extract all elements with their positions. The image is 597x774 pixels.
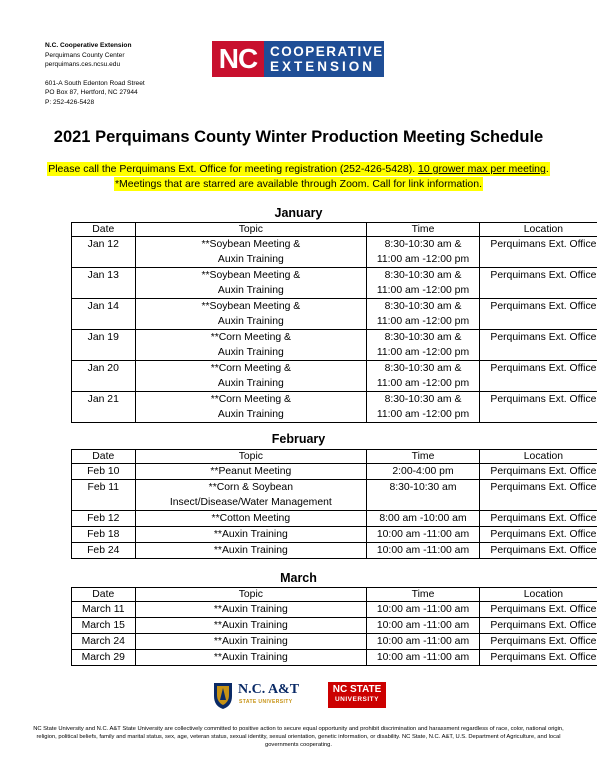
cell-topic: **Peanut Meeting: [135, 464, 367, 480]
cell-location: Perquimans Ext. Office: [479, 299, 597, 330]
cell-date: Feb 18: [72, 527, 136, 543]
cell-date: Jan 19: [72, 330, 136, 361]
topic-line: **Soybean Meeting &: [201, 301, 301, 312]
topic-line: Auxin Training: [217, 347, 284, 358]
cell-topic: [135, 330, 367, 361]
cell-time: [367, 299, 480, 330]
time-line: 8:30-10:30 am &: [384, 332, 462, 343]
schedule-table-march: [71, 587, 597, 666]
time-line: 8:30-10:30 am &: [384, 239, 462, 250]
table-row: [72, 361, 597, 392]
cell-topic: [135, 392, 367, 423]
time-line: 11:00 am -12:00 pm: [376, 378, 470, 389]
cell-topic: **Cotton Meeting: [135, 511, 367, 527]
topic-line: Auxin Training: [217, 409, 284, 420]
table-row: [72, 330, 597, 361]
grower-max-note: 10 grower max per meeting: [418, 163, 546, 175]
table-row: [72, 268, 597, 299]
ncstate-logo: [328, 682, 386, 708]
topic-line: **Corn Meeting &: [210, 332, 291, 343]
logo-nc-text: NC: [218, 43, 258, 74]
time-line: 11:00 am -12:00 pm: [376, 409, 470, 420]
table-header-row: [72, 450, 597, 464]
cell-time: 10:00 am -11:00 am: [367, 650, 480, 666]
ncat-subtitle: STATE UNIVERSITY: [239, 699, 293, 705]
org-website: perquimans.ces.ncsu.edu: [45, 61, 121, 69]
cell-location: Perquimans Ext. Office: [479, 527, 597, 543]
registration-note: [0, 163, 597, 175]
topic-line: Auxin Training: [217, 378, 284, 389]
cell-date: Feb 11: [72, 480, 136, 511]
table-header-row: [72, 223, 597, 237]
table-row: [72, 480, 597, 511]
cell-date: Jan 12: [72, 237, 136, 268]
cell-time: 10:00 am -11:00 am: [367, 527, 480, 543]
table-row: [72, 650, 597, 666]
cell-date: Jan 21: [72, 392, 136, 423]
header-time: Time: [367, 450, 480, 464]
table-row: [72, 527, 597, 543]
cell-topic: [135, 299, 367, 330]
cell-time: [367, 237, 480, 268]
cell-topic: **Auxin Training: [135, 650, 367, 666]
nc-cooperative-extension-logo: [212, 41, 384, 77]
time-line: 11:00 am -12:00 pm: [376, 285, 470, 296]
schedule-table-february: [71, 449, 597, 559]
table-row: [72, 543, 597, 559]
topic-line: **Corn Meeting &: [210, 363, 291, 374]
cell-date: March 29: [72, 650, 136, 666]
logo-line2: EXTENSION: [270, 59, 376, 74]
cell-time: 2:00-4:00 pm: [367, 464, 480, 480]
table-header-row: [72, 588, 597, 602]
org-phone: P: 252-426-5428: [45, 98, 95, 106]
cell-time: 10:00 am -11:00 am: [367, 602, 480, 618]
nondiscrimination-statement: NC State University and N.C. A&T State University are collectively committed to positive action to secure equal opportunity and prohibit discrimination and harassment regardless of race, color, national origin, religion, political beliefs, family and marital status, sex, age, veteran status, sexual identity, sexual orientation, genetic information, or disability. NC State, N.C. A&T, U.S. Department of Agriculture, and local governments cooperating.: [33, 726, 564, 748]
cell-time: 10:00 am -11:00 am: [367, 634, 480, 650]
topic-line: **Soybean Meeting &: [201, 239, 301, 250]
header-date: Date: [72, 588, 136, 602]
org-name: N.C. Cooperative Extension: [45, 42, 132, 49]
cell-location: Perquimans Ext. Office: [479, 634, 597, 650]
table-row: [72, 511, 597, 527]
cell-date: Jan 13: [72, 268, 136, 299]
ncat-logo: [212, 680, 304, 710]
time-line: 11:00 am -12:00 pm: [376, 254, 470, 265]
time-line: 8:30-10:30 am &: [384, 394, 462, 405]
topic-line: Insect/Disease/Water Management: [169, 497, 332, 508]
cell-date: March 11: [72, 602, 136, 618]
logo-line1: COOPERATIVE: [270, 44, 384, 59]
topic-line: Auxin Training: [217, 316, 284, 327]
cell-topic: [135, 268, 367, 299]
table-row: [72, 464, 597, 480]
zoom-note-text: *Meetings that are starred are available through Zoom. Call for link information.: [114, 178, 483, 190]
registration-note-text: Please call the Perquimans Ext. Office for meeting registration (252-426-5428).: [48, 163, 419, 175]
time-line: 8:30-10:30 am &: [384, 270, 462, 281]
page-title: 2021 Perquimans County Winter Production Meeting Schedule: [53, 128, 544, 146]
cell-time: [367, 268, 480, 299]
time-line: 11:00 am -12:00 pm: [376, 316, 470, 327]
table-row: [72, 299, 597, 330]
org-street: 601-A South Edenton Road Street: [45, 79, 145, 87]
table-row: [72, 237, 597, 268]
header-location: Location: [479, 588, 597, 602]
topic-line: **Corn Meeting &: [210, 394, 291, 405]
topic-line: **Soybean Meeting &: [201, 270, 301, 281]
cell-topic: [135, 480, 367, 511]
cell-topic: **Auxin Training: [135, 634, 367, 650]
cell-location: Perquimans Ext. Office: [479, 330, 597, 361]
header-location: Location: [479, 223, 597, 237]
org-center: Perquimans County Center: [45, 51, 125, 59]
table-row: [72, 634, 597, 650]
cell-date: Jan 20: [72, 361, 136, 392]
cell-time: [367, 392, 480, 423]
office-address: [45, 41, 145, 108]
cell-location: Perquimans Ext. Office: [479, 268, 597, 299]
ncat-emblem-icon: [212, 680, 234, 710]
cell-time: 8:00 am -10:00 am: [367, 511, 480, 527]
cell-date: Feb 24: [72, 543, 136, 559]
cell-time: 8:30-10:30 am: [367, 480, 480, 511]
ncstate-name: NC STATE: [332, 684, 382, 695]
cell-date: March 24: [72, 634, 136, 650]
cell-location: Perquimans Ext. Office: [479, 392, 597, 423]
cell-time: 10:00 am -11:00 am: [367, 543, 480, 559]
cell-location: Perquimans Ext. Office: [479, 511, 597, 527]
month-heading-march: March: [280, 571, 317, 585]
schedule-table-january: [71, 222, 597, 423]
cell-location: Perquimans Ext. Office: [479, 361, 597, 392]
cell-time: [367, 330, 480, 361]
header-topic: Topic: [135, 450, 367, 464]
cell-topic: **Auxin Training: [135, 527, 367, 543]
cell-date: Feb 12: [72, 511, 136, 527]
cell-location: Perquimans Ext. Office: [479, 602, 597, 618]
cell-time: 10:00 am -11:00 am: [367, 618, 480, 634]
org-pobox: PO Box 87, Hertford, NC 27944: [45, 89, 138, 97]
ncat-name: N.C. A&T: [238, 682, 300, 697]
month-heading-january: January: [274, 206, 323, 220]
header-time: Time: [367, 588, 480, 602]
header-date: Date: [72, 223, 136, 237]
topic-line: Auxin Training: [217, 254, 284, 265]
cell-date: Feb 10: [72, 464, 136, 480]
cell-date: March 15: [72, 618, 136, 634]
zoom-note: [0, 178, 597, 190]
time-line: 8:30-10:30 am &: [384, 363, 462, 374]
header-topic: Topic: [135, 588, 367, 602]
cell-location: Perquimans Ext. Office: [479, 650, 597, 666]
cell-topic: [135, 361, 367, 392]
ncstate-subtitle: UNIVERSITY: [334, 696, 379, 703]
table-row: [72, 618, 597, 634]
registration-note-end: .: [545, 163, 549, 175]
cell-date: Jan 14: [72, 299, 136, 330]
cell-topic: **Auxin Training: [135, 618, 367, 634]
cell-location: Perquimans Ext. Office: [479, 543, 597, 559]
header-date: Date: [72, 450, 136, 464]
cell-topic: **Auxin Training: [135, 543, 367, 559]
header-topic: Topic: [135, 223, 367, 237]
cell-location: Perquimans Ext. Office: [479, 464, 597, 480]
cell-location: Perquimans Ext. Office: [479, 480, 597, 511]
month-heading-february: February: [271, 432, 326, 446]
time-line: 8:30-10:30 am &: [384, 301, 462, 312]
topic-line: Auxin Training: [217, 285, 284, 296]
cell-topic: **Auxin Training: [135, 602, 367, 618]
cell-time: [367, 361, 480, 392]
table-row: [72, 392, 597, 423]
header-location: Location: [479, 450, 597, 464]
time-line: 11:00 am -12:00 pm: [376, 347, 470, 358]
cell-location: Perquimans Ext. Office: [479, 237, 597, 268]
cell-topic: [135, 237, 367, 268]
cell-location: Perquimans Ext. Office: [479, 618, 597, 634]
topic-line: **Corn & Soybean: [208, 482, 293, 493]
header-time: Time: [367, 223, 480, 237]
table-row: [72, 602, 597, 618]
